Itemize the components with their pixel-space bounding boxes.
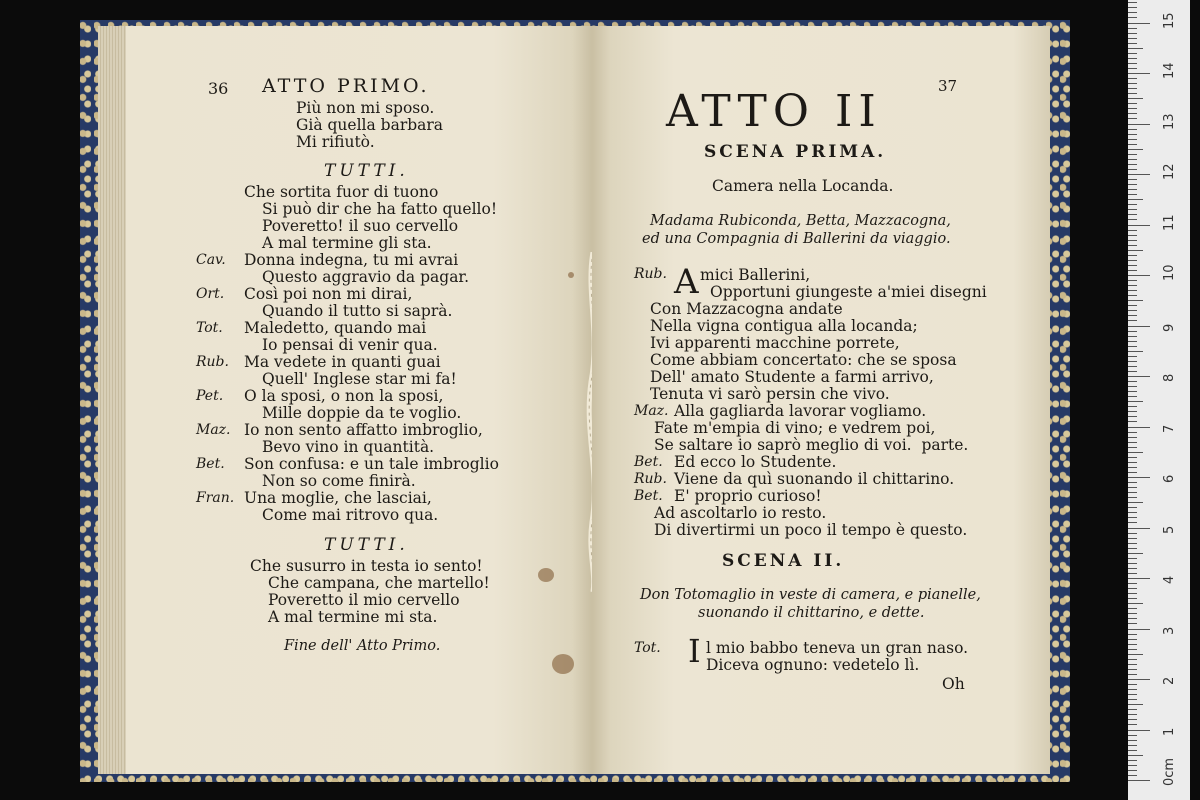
ruler-tick	[1128, 83, 1137, 84]
ruler-tick	[1128, 553, 1143, 554]
ruler-tick	[1128, 113, 1137, 114]
ruler-tick	[1128, 331, 1137, 332]
verse-line: mici Ballerini,	[700, 266, 811, 284]
ruler-tick	[1128, 679, 1150, 680]
cast-list: Madama Rubiconda, Betta, Mazzacogna,	[650, 213, 951, 229]
ruler-tick	[1128, 558, 1137, 559]
ruler-tick	[1128, 472, 1137, 473]
verse-line: Tenuta vi sarò persin che vivo.	[650, 385, 890, 403]
ruler-tick	[1128, 68, 1137, 69]
verse-line: Dell' amato Studente a farmi arrivo,	[650, 368, 934, 386]
ruler-label: 4	[1162, 575, 1177, 584]
verse-line: Opportuni giungeste a'miei disegni	[710, 283, 987, 301]
ruler-tick	[1128, 235, 1137, 236]
cast-list: ed una Compagnia di Ballerini da viaggio.	[642, 231, 951, 247]
ruler-tick	[1128, 598, 1137, 599]
verse-line: Ed ecco lo Studente.	[674, 453, 837, 471]
page-edges	[98, 26, 126, 774]
ruler-tick	[1128, 240, 1137, 241]
ruler-tick	[1128, 543, 1137, 544]
ruler-tick	[1128, 674, 1137, 675]
verse-line: Son confusa: e un tale imbroglio	[244, 455, 499, 473]
foxing-stain	[552, 654, 574, 674]
ruler-tick	[1128, 63, 1137, 64]
ruler-tick	[1128, 457, 1137, 458]
verse-line: Con Mazzacogna andate	[650, 300, 843, 318]
ruler-tick	[1128, 497, 1137, 498]
ruler-tick	[1128, 396, 1137, 397]
page-number-left: 36	[208, 79, 229, 98]
ruler-tick	[1128, 603, 1143, 604]
ruler-tick	[1128, 411, 1137, 412]
speaker-label: Fran.	[196, 490, 235, 506]
ruler-tick	[1128, 315, 1137, 316]
ruler-tick	[1128, 724, 1137, 725]
ruler-tick	[1128, 452, 1143, 453]
act-title: ATTO II	[666, 86, 882, 137]
ruler-tick	[1128, 38, 1137, 39]
ruler-tick	[1128, 108, 1137, 109]
ruler-tick	[1128, 265, 1137, 266]
ruler-tick	[1128, 593, 1137, 594]
speaker-label: Bet.	[634, 454, 663, 470]
ruler-tick	[1128, 442, 1137, 443]
ruler-tick	[1128, 310, 1137, 311]
verse-line: A mal termine gli sta.	[262, 234, 432, 252]
ruler-tick	[1128, 361, 1137, 362]
measuring-ruler	[1128, 0, 1190, 800]
ruler-tick	[1128, 124, 1150, 125]
ruler-tick	[1128, 765, 1137, 766]
ruler-tick	[1128, 73, 1150, 74]
verse-line: Che susurro in testa io sento!	[250, 557, 483, 575]
ruler-tick	[1128, 588, 1137, 589]
ruler-tick	[1128, 538, 1137, 539]
ruler-tick	[1128, 23, 1150, 24]
verse-line: A mal termine mi sta.	[268, 608, 438, 626]
ruler-tick	[1128, 760, 1137, 761]
ruler-tick	[1128, 714, 1137, 715]
ruler-tick	[1128, 48, 1143, 49]
ruler-tick	[1128, 320, 1137, 321]
ruler-tick	[1128, 694, 1137, 695]
ruler-tick	[1128, 528, 1150, 529]
ruler-tick	[1128, 214, 1137, 215]
ruler-tick	[1128, 139, 1137, 140]
verse-line: Mi rifiutò.	[296, 133, 375, 151]
ruler-label: 3	[1162, 626, 1177, 635]
ruler-tick	[1128, 336, 1137, 337]
drop-cap: I	[688, 632, 701, 670]
ruler-label: 7	[1162, 424, 1177, 433]
verse-line: Io non sento affatto imbroglio,	[244, 421, 483, 439]
verse-line: Che campana, che martello!	[268, 574, 490, 592]
ruler-label: 1	[1162, 727, 1177, 736]
ruler-tick	[1128, 583, 1137, 584]
ruler-tick	[1128, 295, 1137, 296]
ruler-tick	[1128, 2, 1137, 3]
ruler-label: 14	[1162, 62, 1177, 79]
ruler-tick	[1128, 255, 1137, 256]
ruler-tick	[1128, 447, 1137, 448]
ruler-tick	[1128, 154, 1137, 155]
ruler-tick	[1128, 174, 1150, 175]
ruler-label: 0cm	[1162, 757, 1177, 786]
running-head: ATTO PRIMO.	[262, 75, 430, 97]
verse-line: l mio babbo teneva un gran naso.	[706, 639, 969, 657]
tutti-heading: TUTTI.	[324, 535, 409, 555]
ruler-tick	[1128, 290, 1137, 291]
ruler-tick	[1128, 103, 1137, 104]
ruler-tick	[1128, 770, 1137, 771]
ruler-tick	[1128, 568, 1137, 569]
catchword: Oh	[942, 675, 965, 693]
speaker-label: Rub.	[634, 266, 667, 282]
ruler-tick	[1128, 129, 1137, 130]
verse-line: Alla gagliarda lavorar vogliamo.	[674, 402, 927, 420]
ruler-tick	[1128, 93, 1137, 94]
ruler-tick	[1128, 462, 1137, 463]
ruler-tick	[1128, 280, 1137, 281]
cast-list: Don Totomaglio in veste di camera, e pianelle,	[640, 587, 981, 603]
ruler-tick	[1128, 326, 1150, 327]
verse-line: Ivi apparenti macchine porrete,	[650, 334, 900, 352]
ruler-tick	[1128, 78, 1137, 79]
ruler-tick	[1128, 548, 1137, 549]
ruler-label: 15	[1162, 11, 1177, 29]
speaker-label: Tot.	[196, 320, 223, 336]
ruler-tick	[1128, 149, 1143, 150]
speaker-label: Bet.	[196, 456, 225, 472]
verse-line: Donna indegna, tu mi avrai	[244, 251, 459, 269]
speaker-label: Pet.	[196, 388, 224, 404]
ruler-tick	[1128, 533, 1137, 534]
ruler-tick	[1128, 159, 1137, 160]
ruler-tick	[1128, 487, 1137, 488]
verse-line: Più non mi sposo.	[296, 99, 435, 117]
ruler-tick	[1128, 421, 1137, 422]
ruler-tick	[1128, 664, 1137, 665]
ruler-tick	[1128, 578, 1150, 579]
ruler-tick	[1128, 270, 1137, 271]
verse-line: Ma vedete in quanti guai	[244, 353, 441, 371]
speaker-label: Tot.	[634, 640, 661, 656]
ruler-tick	[1128, 33, 1137, 34]
ruler-tick	[1128, 371, 1137, 372]
ruler-tick	[1128, 341, 1137, 342]
ruler-tick	[1128, 730, 1150, 731]
ruler-tick	[1128, 613, 1137, 614]
ruler-tick	[1128, 386, 1137, 387]
scene-title: SCENA PRIMA.	[704, 142, 887, 162]
ruler-tick	[1128, 427, 1150, 428]
verse-line: Ad ascoltarlo io resto.	[654, 504, 827, 522]
ruler-label: 2	[1162, 676, 1177, 685]
ruler-tick	[1128, 618, 1137, 619]
verse-line: Di divertirmi un poco il tempo è questo.	[654, 521, 968, 539]
ruler-tick	[1128, 689, 1137, 690]
scene-setting: Camera nella Locanda.	[712, 177, 894, 195]
speaker-label: Cav.	[196, 252, 226, 268]
speaker-label: Rub.	[196, 354, 229, 370]
ruler-tick	[1128, 563, 1137, 564]
verse-line: Poveretto! il suo cervello	[262, 217, 459, 235]
ruler-tick	[1128, 376, 1150, 377]
ruler-tick	[1128, 719, 1137, 720]
ruler-tick	[1128, 669, 1137, 670]
ruler-tick	[1128, 654, 1143, 655]
open-book	[98, 26, 1050, 776]
ruler-tick	[1128, 401, 1143, 402]
speaker-label: Maz.	[196, 422, 231, 438]
ruler-tick	[1128, 649, 1137, 650]
verse-line: Questo aggravio da pagar.	[262, 268, 470, 286]
ruler-tick	[1128, 406, 1137, 407]
ruler-tick	[1128, 502, 1143, 503]
ruler-tick	[1128, 300, 1143, 301]
ruler-tick	[1128, 709, 1137, 710]
ruler-tick	[1128, 416, 1137, 417]
ruler-tick	[1128, 134, 1137, 135]
ruler-tick	[1128, 522, 1137, 523]
ruler-tick	[1128, 219, 1137, 220]
foxing-stain	[568, 272, 574, 278]
speaker-label: Rub.	[634, 471, 667, 487]
ruler-tick	[1128, 189, 1137, 190]
right-page	[592, 26, 1050, 774]
speaker-label: Ort.	[196, 286, 225, 302]
ruler-tick	[1128, 381, 1137, 382]
ruler-tick	[1128, 346, 1137, 347]
verse-line: Io pensai di venir qua.	[262, 336, 438, 354]
ruler-label: 13	[1162, 112, 1177, 130]
ruler-tick	[1128, 623, 1137, 624]
verse-line: Così poi non mi dirai,	[244, 285, 413, 303]
ruler-tick	[1128, 260, 1137, 261]
cast-list: suonando il chittarino, e dette.	[698, 605, 925, 621]
ruler-tick	[1128, 517, 1137, 518]
ruler-label: 5	[1162, 525, 1177, 534]
ruler-tick	[1128, 482, 1137, 483]
ruler-tick	[1128, 432, 1137, 433]
ruler-tick	[1128, 492, 1137, 493]
page-number-right: 37	[938, 77, 958, 95]
ruler-tick	[1128, 184, 1137, 185]
end-note: Fine dell' Atto Primo.	[284, 638, 441, 654]
ruler-tick	[1128, 391, 1137, 392]
ruler-tick	[1128, 608, 1137, 609]
verse-line: Bevo vino in quantità.	[262, 438, 435, 456]
ruler-label: 10	[1162, 264, 1177, 281]
ruler-tick	[1128, 245, 1137, 246]
ruler-tick	[1128, 755, 1143, 756]
ruler-tick	[1128, 169, 1137, 170]
ruler-tick	[1128, 356, 1137, 357]
verse-line: Come abbiam concertato: che se sposa	[650, 351, 957, 369]
ruler-label: 11	[1162, 213, 1177, 231]
foxing-stain	[538, 568, 554, 582]
ruler-tick	[1128, 512, 1137, 513]
ruler-tick	[1128, 437, 1137, 438]
verse-line: Se saltare io saprò meglio di voi. parte.	[654, 436, 969, 454]
ruler-tick	[1128, 12, 1137, 13]
ruler-label: 8	[1162, 373, 1177, 382]
verse-line: Una moglie, che lasciai,	[244, 489, 432, 507]
ruler-tick	[1128, 659, 1137, 660]
ruler-label: 6	[1162, 474, 1177, 483]
ruler-tick	[1128, 740, 1137, 741]
verse-line: Viene da quì suonando il chittarino.	[674, 470, 955, 488]
ruler-tick	[1128, 250, 1143, 251]
verse-line: Poveretto il mio cervello	[268, 591, 460, 609]
ruler-tick	[1128, 204, 1137, 205]
ruler-tick	[1128, 745, 1137, 746]
ruler-tick	[1128, 366, 1137, 367]
ruler-tick	[1128, 305, 1137, 306]
ruler-tick	[1128, 467, 1137, 468]
ruler-tick	[1128, 179, 1137, 180]
ruler-tick	[1128, 639, 1137, 640]
ruler-tick	[1128, 199, 1143, 200]
verse-line: Già quella barbara	[296, 116, 444, 134]
ruler-tick	[1128, 53, 1137, 54]
ruler-tick	[1128, 629, 1150, 630]
verse-line: Fate m'empia di vino; e vedrem poi,	[654, 419, 936, 437]
ruler-tick	[1128, 225, 1150, 226]
ruler-tick	[1128, 194, 1137, 195]
verse-line: Si può dir che ha fatto quello!	[262, 200, 498, 218]
verse-line: Maledetto, quando mai	[244, 319, 427, 337]
verse-line: Mille doppie da te voglio.	[262, 404, 462, 422]
ruler-label: 9	[1162, 323, 1177, 332]
verse-line: Quell' Inglese star mi fa!	[262, 370, 457, 388]
scene-title: SCENA II.	[722, 551, 845, 571]
ruler-tick	[1128, 88, 1137, 89]
verse-line: Quando il tutto si saprà.	[262, 302, 453, 320]
ruler-tick	[1128, 507, 1137, 508]
ruler-tick	[1128, 750, 1137, 751]
verse-line: E' proprio curioso!	[674, 487, 822, 505]
ruler-tick	[1128, 275, 1150, 276]
verse-line: Che sortita fuor di tuono	[244, 183, 439, 201]
tutti-heading: TUTTI.	[324, 161, 409, 181]
ruler-tick	[1128, 164, 1137, 165]
ruler-tick	[1128, 17, 1137, 18]
ruler-tick	[1128, 7, 1137, 8]
ruler-tick	[1128, 573, 1137, 574]
ruler-tick	[1128, 209, 1137, 210]
verse-line: Diceva ognuno: vedetelo lì.	[706, 656, 920, 674]
ruler-tick	[1128, 644, 1137, 645]
ruler-tick	[1128, 699, 1137, 700]
ruler-tick	[1128, 775, 1137, 776]
verse-line: Non so come finirà.	[262, 472, 416, 490]
ruler-tick	[1128, 58, 1137, 59]
left-page	[98, 26, 592, 774]
verse-line: Nella vigna contigua alla locanda;	[650, 317, 918, 335]
ruler-tick	[1128, 735, 1137, 736]
ruler-tick	[1128, 98, 1143, 99]
ruler-tick	[1128, 634, 1137, 635]
ruler-tick	[1128, 684, 1137, 685]
speaker-label: Maz.	[634, 403, 669, 419]
ruler-tick	[1128, 144, 1137, 145]
ruler-label: 12	[1162, 163, 1177, 180]
ruler-tick	[1128, 285, 1137, 286]
drop-cap: A	[674, 262, 699, 302]
ruler-tick	[1128, 351, 1143, 352]
ruler-tick	[1128, 477, 1150, 478]
speaker-label: Bet.	[634, 488, 663, 504]
ruler-tick	[1128, 704, 1143, 705]
verse-line: O la sposi, o non la sposi,	[244, 387, 444, 405]
verse-line: Come mai ritrovo qua.	[262, 506, 439, 524]
ruler-tick	[1128, 780, 1150, 781]
ruler-tick	[1128, 28, 1137, 29]
ruler-tick	[1128, 230, 1137, 231]
ruler-tick	[1128, 43, 1137, 44]
ruler-tick	[1128, 118, 1137, 119]
